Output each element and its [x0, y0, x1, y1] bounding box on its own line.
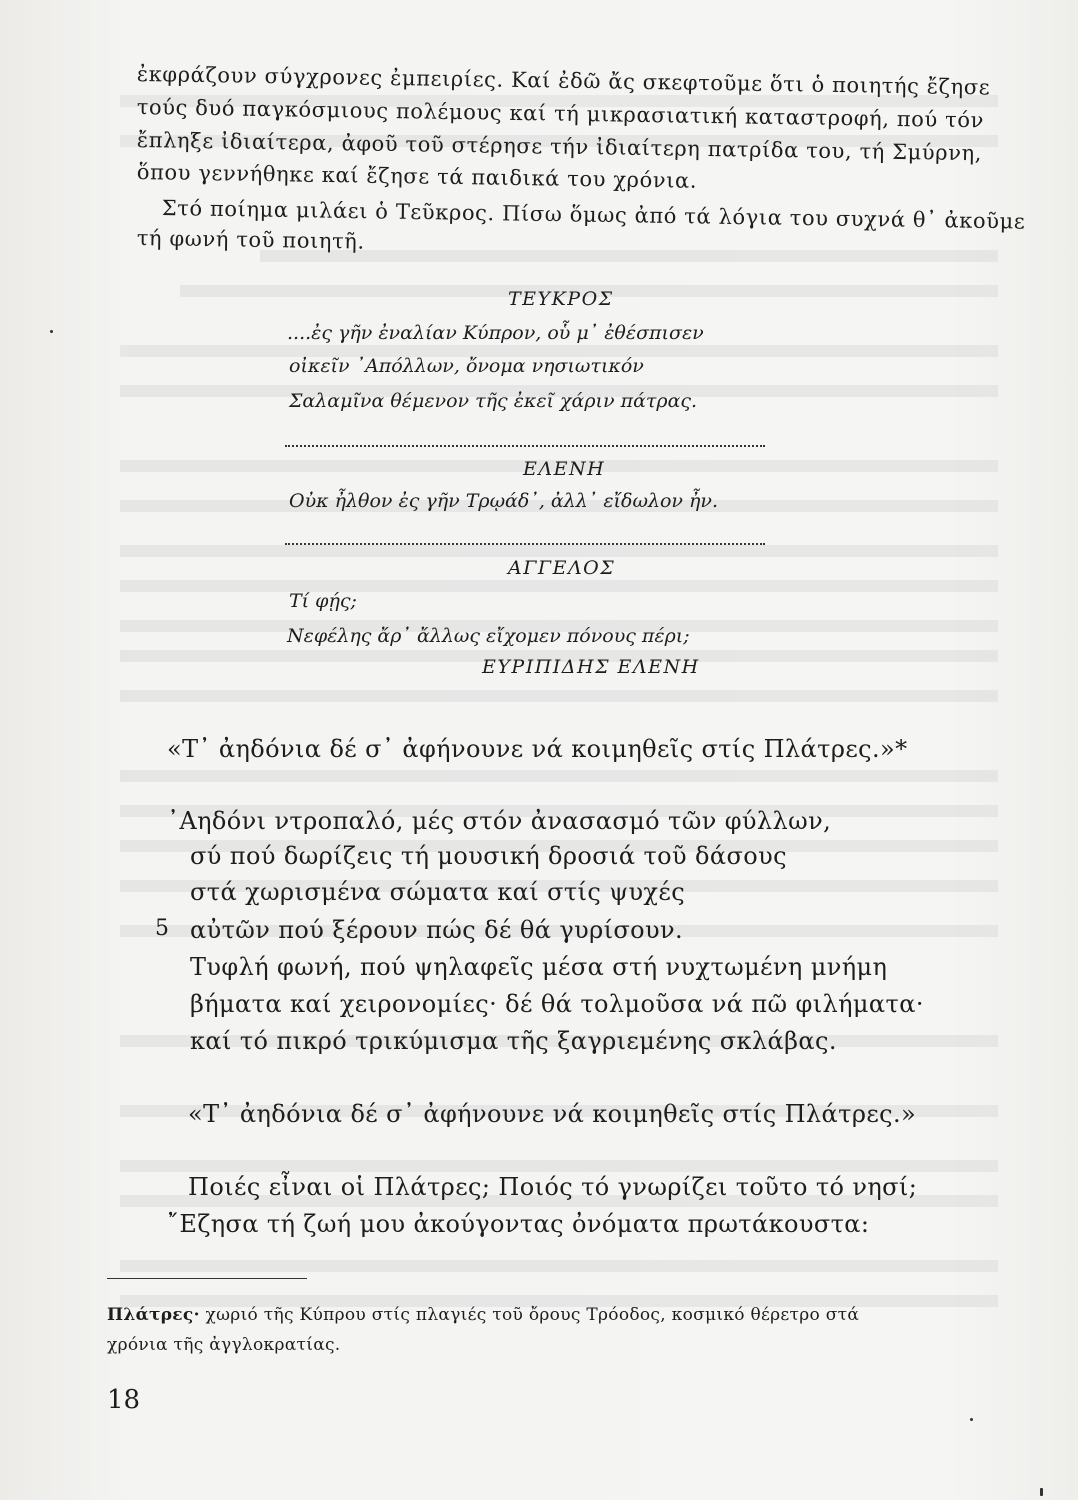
scan-speck	[970, 1418, 973, 1421]
epigraph-eleni-heading: ΕΛΕΝΗ	[523, 458, 606, 480]
intro-line-2: τούς δυό παγκόσμιους πολέμους καί τή μικρασιατική καταστροφή, πού τόν	[136, 95, 985, 133]
intro-line-6: τή φωνή τοῦ ποιητῆ.	[136, 226, 365, 254]
footnote-line-2: χρόνια τῆς ἀγγλοκρατίας.	[107, 1335, 341, 1355]
epigraph-angelos-line-2: Νεφέλης ἄρ᾽ ἄλλως εἴχομεν πόνους πέρι;	[287, 625, 690, 647]
intro-line-4: ὅπου γεννήθηκε καί ἔζησε τά παιδικά του χρόνια.	[136, 160, 698, 193]
scan-speck	[1040, 1488, 1043, 1496]
footnote-line-1-text: χωριό τῆς Κύπρου στίς πλαγιές τοῦ ὄρους Τρόοδος, κοσμικό θέρετρο στά	[199, 1305, 860, 1325]
intro-line-5: Στό ποίημα μιλάει ὁ Τεῦκρος. Πίσω ὅμως ἀπό τά λόγια του συχνά θ᾽ ἀκοῦμε	[161, 196, 1026, 234]
epigraph-teukros-line-1: ....ἐς γῆν ἐναλίαν Κύπρον, οὗ μ᾽ ἐθέσπισεν	[287, 322, 704, 344]
epigraph-teukros-line-3: Σαλαμῖνα θέμενον τῆς ἐκεῖ χάριν πάτρας.	[289, 390, 698, 412]
epigraph-eleni-line: Οὐκ ἦλθον ἐς γῆν Τρῳάδ᾽, ἀλλ᾽ εἴδωλον ἦν.	[289, 490, 718, 512]
poem-line-2: σύ πού δωρίζεις τή μουσική δροσιά τοῦ δάσους	[190, 842, 787, 870]
ellipsis-divider-1	[285, 445, 765, 447]
poem-refrain-2: «Τ᾽ ἀηδόνια δέ σ᾽ ἀφήνουνε νά κοιμηθεῖς στίς Πλάτρες.»	[188, 1100, 917, 1128]
poem-line-7: καί τό πικρό τρικύμισμα τῆς ξαγριεμένης σκλάβας.	[190, 1027, 837, 1055]
poem-closing-line-1: Ποιές εἶναι οἱ Πλάτρες; Ποιός τό γνωρίζει τοῦτο τό νησί;	[188, 1173, 918, 1201]
poem-line-1: ᾽Αηδόνι ντροπαλό, μές στόν ἀνασασμό τῶν φύλλων,	[167, 807, 832, 835]
footnote-term: Πλάτρες·	[107, 1305, 200, 1325]
ellipsis-divider-2	[285, 543, 765, 545]
poem-refrain-1: «Τ᾽ ἀηδόνια δέ σ᾽ ἀφήνουνε νά κοιμηθεῖς στίς Πλάτρες.»*	[167, 735, 908, 763]
epigraph-teukros-heading: ΤΕΥΚΡΟΣ	[508, 288, 614, 310]
epigraph-angelos-line-1: Τί φῄς;	[289, 590, 357, 612]
intro-line-1: ἐκφράζουν σύγχρονες ἐμπειρίες. Καί ἐδῶ ἄς σκεφτοῦμε ὅτι ὁ ποιητής ἔζησε	[136, 62, 991, 100]
page-number: 18	[107, 1385, 141, 1415]
poem-line-6: βήματα καί χειρονομίες· δέ θά τολμοῦσα νά πῶ φιλήματα·	[190, 990, 924, 1018]
poem-line-5: Τυφλή φωνή, πού ψηλαφεῖς μέσα στή νυχτωμένη μνήμη	[190, 953, 888, 981]
poem-closing-line-2: ῎Εζησα τή ζωή μου ἀκούγοντας ὀνόματα πρωτάκουστα:	[167, 1210, 870, 1238]
scan-speck	[50, 330, 53, 333]
epigraph-teukros-line-2: οἰκεῖν ᾽Απόλλων, ὄνομα νησιωτικόν	[289, 355, 644, 377]
poem-line-number-5: 5	[155, 916, 170, 941]
poem-line-3: στά χωρισμένα σώματα καί στίς ψυχές	[190, 878, 686, 906]
epigraph-source: ΕΥΡΙΠΙΔΗΣ ΕΛΕΝΗ	[482, 656, 700, 678]
footnote-rule	[107, 1278, 307, 1279]
epigraph-angelos-heading: ΑΓΓΕΛΟΣ	[508, 557, 616, 579]
poem-line-4: αὐτῶν πού ξέρουν πώς δέ θά γυρίσουν.	[190, 916, 684, 944]
footnote-line-1	[107, 1305, 859, 1325]
intro-line-3: ἔπληξε ἰδιαίτερα, ἀφοῦ τοῦ στέρησε τήν ἰδιαίτερη πατρίδα του, τή Σμύρνη,	[136, 128, 983, 166]
